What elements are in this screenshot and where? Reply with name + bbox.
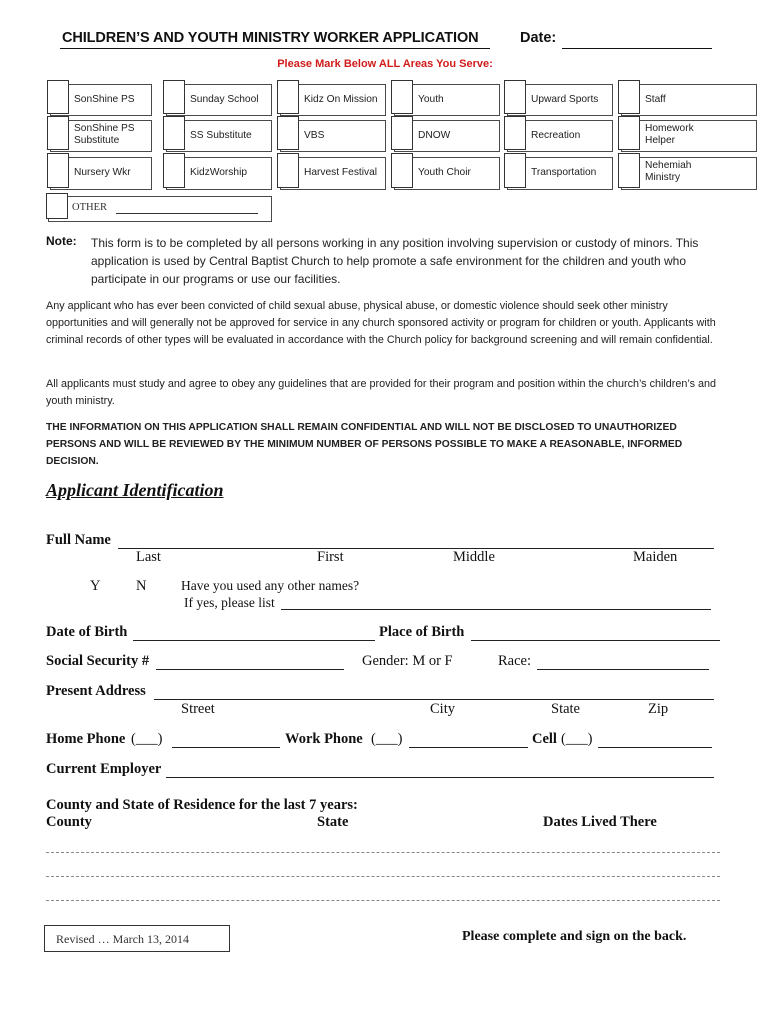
back-instruction: Please complete and sign on the back. bbox=[462, 929, 687, 944]
if-yes-label: If yes, please list bbox=[184, 595, 275, 610]
cell-label: Cell bbox=[532, 731, 557, 747]
full-name-field[interactable] bbox=[118, 548, 714, 549]
address-field[interactable] bbox=[154, 699, 714, 700]
area-checkbox[interactable] bbox=[391, 80, 413, 114]
residence-line-3[interactable] bbox=[46, 900, 720, 901]
work-area-code[interactable]: (___) bbox=[371, 731, 403, 747]
area-label: Nehemiah Ministry bbox=[645, 160, 692, 183]
other-names-question: Have you used any other names? bbox=[181, 578, 360, 593]
residence-heading: County and State of Residence for the last 7 years: bbox=[46, 797, 358, 813]
title-underline bbox=[60, 48, 490, 49]
ssn-field[interactable] bbox=[156, 669, 344, 670]
cell-field[interactable] bbox=[598, 747, 712, 748]
area-label: Recreation bbox=[531, 130, 581, 141]
work-phone-label: Work Phone bbox=[285, 731, 363, 747]
other-checkbox[interactable] bbox=[46, 193, 68, 219]
middle-name-label: Middle bbox=[453, 549, 495, 565]
employer-label: Current Employer bbox=[46, 761, 162, 777]
maiden-name-label: Maiden bbox=[633, 549, 678, 565]
note-label: Note: bbox=[46, 234, 77, 248]
street-label: Street bbox=[181, 701, 215, 717]
city-label: City bbox=[430, 701, 455, 717]
area-label: Youth bbox=[418, 94, 444, 105]
note-text: This form is to be completed by all persons working in any position involving supervision or custody of minors. This application is used by Central Baptist Church to help promote a safe environment for the children and youth who participate in our programs or use our facilities. bbox=[91, 236, 699, 286]
home-phone-field[interactable] bbox=[172, 747, 280, 748]
date-field[interactable] bbox=[562, 48, 712, 49]
section-title: Applicant Identification bbox=[46, 480, 224, 500]
area-label: Upward Sports bbox=[531, 94, 599, 105]
gender-label[interactable]: Gender: M or F bbox=[362, 653, 453, 669]
residence-line-2[interactable] bbox=[46, 876, 720, 877]
area-checkbox[interactable] bbox=[47, 153, 69, 188]
residence-line-1[interactable] bbox=[46, 852, 720, 853]
area-label: Kidz On Mission bbox=[304, 94, 378, 105]
pob-label: Place of Birth bbox=[379, 624, 465, 640]
area-checkbox[interactable] bbox=[277, 80, 299, 114]
other-names-field[interactable] bbox=[281, 609, 711, 610]
area-checkbox[interactable] bbox=[391, 153, 413, 188]
work-phone-field[interactable] bbox=[409, 747, 528, 748]
area-label: SS Substitute bbox=[190, 130, 252, 141]
other-label: OTHER bbox=[72, 202, 107, 213]
full-name-label: Full Name bbox=[46, 532, 111, 548]
race-field[interactable] bbox=[537, 669, 709, 670]
area-checkbox[interactable] bbox=[47, 80, 69, 114]
area-checkbox[interactable] bbox=[504, 80, 526, 114]
dob-field[interactable] bbox=[133, 640, 375, 641]
area-label: VBS bbox=[304, 130, 325, 141]
race-label: Race: bbox=[498, 653, 532, 669]
form-title: CHILDREN’S AND YOUTH MINISTRY WORKER APPLICATION bbox=[62, 30, 479, 46]
no-option[interactable]: N bbox=[136, 578, 147, 594]
area-label: DNOW bbox=[418, 130, 451, 141]
revised-date: Revised … March 13, 2014 bbox=[56, 932, 189, 946]
area-checkbox[interactable] bbox=[277, 153, 299, 188]
area-checkbox[interactable] bbox=[277, 116, 299, 150]
area-checkbox[interactable] bbox=[618, 116, 640, 150]
employer-field[interactable] bbox=[166, 777, 714, 778]
county-col-label: County bbox=[46, 814, 92, 830]
cell-area-code[interactable]: (___) bbox=[561, 731, 593, 747]
area-label: KidzWorship bbox=[190, 167, 247, 178]
area-label: Staff bbox=[645, 94, 666, 105]
confidentiality-paragraph: THE INFORMATION ON THIS APPLICATION SHALL REMAIN CONFIDENTIAL AND WILL NOT BE DISCLOSED TO UNAUTHORIZED PERSONS AND WILL BE REVIEWED BY THE MINIMUM NUMBER OF PERSONS POSSIBLE TO MAKE A REASONABLE, INFORMED DECISION. bbox=[46, 422, 683, 467]
home-area-code[interactable]: (___) bbox=[131, 731, 163, 747]
area-label: Homework Helper bbox=[645, 123, 694, 146]
yes-option[interactable]: Y bbox=[90, 578, 101, 594]
area-label: SonShine PS bbox=[74, 94, 135, 105]
area-checkbox[interactable] bbox=[163, 116, 185, 150]
address-label: Present Address bbox=[46, 683, 146, 699]
state-label: State bbox=[551, 701, 580, 717]
zip-label: Zip bbox=[648, 701, 669, 717]
first-name-label: First bbox=[317, 549, 344, 565]
area-checkbox[interactable] bbox=[618, 153, 640, 188]
area-label: Transportation bbox=[531, 167, 597, 178]
area-checkbox[interactable] bbox=[618, 80, 640, 114]
area-checkbox[interactable] bbox=[504, 153, 526, 188]
home-phone-label: Home Phone bbox=[46, 731, 126, 747]
ssn-label: Social Security # bbox=[46, 653, 150, 669]
area-checkbox[interactable] bbox=[163, 153, 185, 188]
dates-col-label: Dates Lived There bbox=[543, 814, 657, 830]
area-label: Youth Choir bbox=[418, 167, 471, 178]
state-col-label: State bbox=[317, 814, 349, 830]
area-label: Sunday School bbox=[190, 94, 259, 105]
last-name-label: Last bbox=[136, 549, 161, 565]
area-checkbox[interactable] bbox=[163, 80, 185, 114]
area-box bbox=[621, 84, 757, 116]
guidelines-paragraph: All applicants must study and agree to obey any guidelines that are provided for their program and position within the church’s children’s and youth ministry. bbox=[46, 378, 717, 407]
other-field[interactable] bbox=[116, 213, 258, 214]
area-label: SonShine PS Substitute bbox=[74, 123, 135, 146]
area-checkbox[interactable] bbox=[504, 116, 526, 150]
area-checkbox[interactable] bbox=[47, 116, 69, 150]
conviction-paragraph: Any applicant who has ever been convicted of child sexual abuse, physical abuse, or domestic violence should seek other ministry opportunities and will generally not be approved for service in any church sponsored activity or program for children or youth. Applicants with criminal records of other types will be evaluated in accordance with the Church policy for background screening and will remain confidential. bbox=[46, 300, 716, 346]
area-label: Harvest Festival bbox=[304, 167, 378, 178]
areas-instruction: Please Mark Below ALL Areas You Serve: bbox=[277, 58, 493, 70]
area-label: Nursery Wkr bbox=[74, 167, 131, 178]
dob-label: Date of Birth bbox=[46, 624, 128, 640]
area-checkbox[interactable] bbox=[391, 116, 413, 150]
date-label: Date: bbox=[520, 30, 557, 46]
pob-field[interactable] bbox=[471, 640, 720, 641]
